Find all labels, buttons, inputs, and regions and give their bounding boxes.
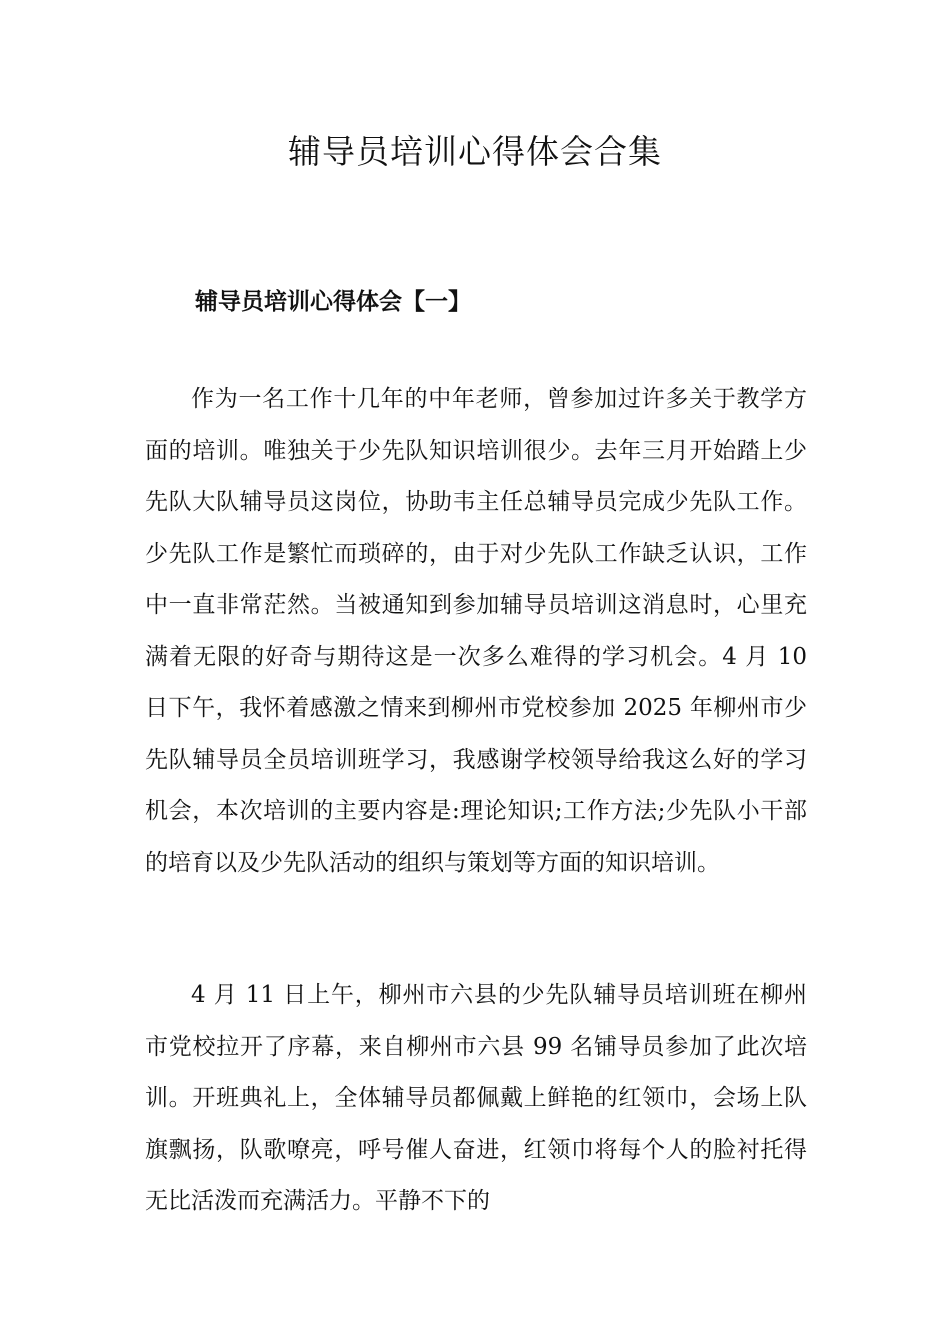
document-title: 辅导员培训心得体会合集 [288,132,662,171]
body-paragraph: 作为一名工作十几年的中年老师，曾参加过许多关于教学方面的培训。唯独关于少先队知识培训很少。去年三月开始踏上少先队大队辅导员这岗位，协助韦主任总辅导员完成少先队工作。少先队工作是繁忙而琐碎的，由于对少先队工作缺乏认识，工作中一直非常茫然。当被通知到参加辅导员培训这消息时，心里充满着无限的好奇与期待这是一次多么难得的学习机会。4 月 10 日下午，我怀着感激之情来到柳州市党校参加 2025 年柳州市少先队辅导员全员培训班学习，我感谢学校领导给我这么好的学习机会，本次培训的主要内容是:理论知识;工作方法;少先队小干部的培育以及少先队活动的组织与策划等方面的知识培训。 [145,386,807,876]
body-paragraph: 4 月 11 日上午，柳州市六县的少先队辅导员培训班在柳州市党校拉开了序幕，来自柳州市六县 99 名铺导员参加了此次培训。开班典礼上，全体辅导员都佩戴上鲜艳的红领巾，会场上队旗飘扬，队歌嘹亮，呼号催人奋进，红领巾将每个人的脸衬托得无比活泼而充满活力。平静不下的 [145,982,807,1214]
section-heading: 辅导员培训心得体会【一】 [195,289,471,315]
